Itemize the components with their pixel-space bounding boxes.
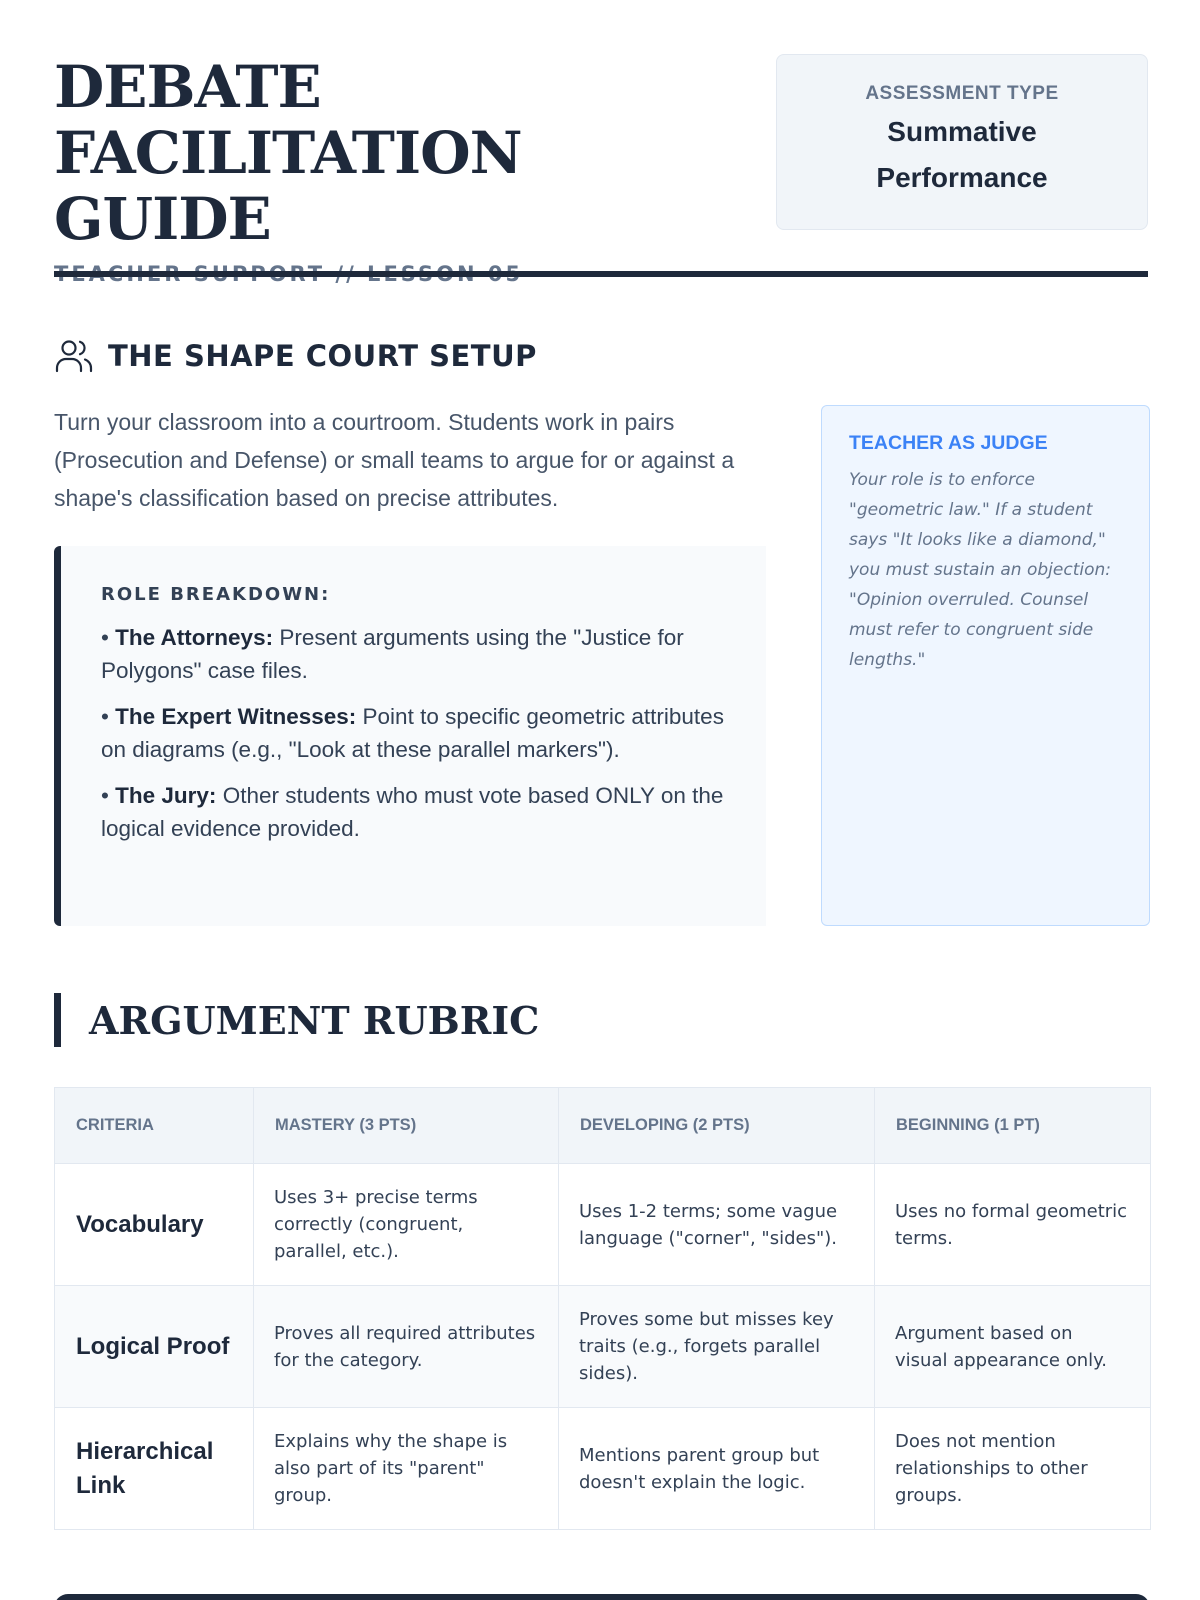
column-header: DEVELOPING (2 PTS)	[559, 1088, 875, 1164]
teacher-as-judge-callout	[821, 405, 1150, 926]
page-title: DEBATE FACILITATION GUIDE	[54, 53, 522, 253]
table-row	[55, 1286, 1151, 1408]
assessment-type-value-line1: Summative	[887, 116, 1037, 147]
setup-section-title: THE SHAPE COURT SETUP	[108, 339, 537, 373]
mastery-cell: Explains why the shape is also part of its "parent" group.	[254, 1408, 559, 1530]
rubric-section-heading	[54, 993, 539, 1047]
table-row	[55, 1164, 1151, 1286]
column-header: BEGINNING (1 PT)	[875, 1088, 1151, 1164]
table-row	[55, 1408, 1151, 1530]
setup-intro-text: Turn your classroom into a courtroom. Students work in pairs (Prosecution and Defense) or small teams to argue for or against a shape's classification based on precise attributes.	[54, 409, 735, 511]
rubric-title: ARGUMENT RUBRIC	[89, 997, 540, 1043]
developing-cell: Mentions parent group but doesn't explain the logic.	[559, 1408, 875, 1530]
role-breakdown-card	[54, 546, 766, 926]
beginning-cell: Does not mention relationships to other groups.	[875, 1408, 1151, 1530]
judge-callout-text: Your role is to enforce "geometric law." If a student says "It looks like a diamond," you must sustain an objection: "Opinion overruled. Counsel must refer to congruent side lengths."	[849, 470, 1111, 670]
header-divider	[54, 271, 1148, 277]
role-name: The Jury:	[115, 783, 217, 808]
role-item: • The Jury: Other students who must vote based ONLY on the logical evidence provided.	[101, 783, 724, 841]
role-breakdown-label: ROLE BREAKDOWN:	[101, 584, 331, 605]
assessment-type-label: ASSESSMENT TYPE	[865, 83, 1059, 104]
argument-rubric-table	[54, 1087, 1151, 1530]
column-header: CRITERIA	[55, 1088, 254, 1164]
criteria-cell: Vocabulary	[55, 1164, 254, 1286]
judge-callout-title: TEACHER AS JUDGE	[849, 432, 1048, 454]
beginning-cell: Uses no formal geometric terms.	[875, 1164, 1151, 1286]
beginning-cell: Argument based on visual appearance only.	[875, 1286, 1151, 1408]
criteria-cell: Hierarchical Link	[55, 1408, 254, 1530]
assessment-type-value-line2: Performance	[876, 162, 1048, 193]
mastery-cell: Proves all required attributes for the category.	[254, 1286, 559, 1408]
role-description: Other students who must vote based ONLY on the logical evidence provided.	[101, 783, 724, 841]
role-item: • The Attorneys: Present arguments using the "Justice for Polygons" case files.	[101, 625, 684, 683]
role-item: • The Expert Witnesses: Point to specific geometric attributes on diagrams (e.g., "Look at these parallel markers").	[101, 704, 724, 762]
role-description: Point to specific geometric attributes on diagrams (e.g., "Look at these parallel markers").	[101, 704, 724, 762]
role-description: Present arguments using the "Justice for Polygons" case files.	[101, 625, 684, 683]
role-name: The Expert Witnesses:	[115, 704, 357, 729]
table-header-row	[55, 1088, 1151, 1164]
mastery-cell: Uses 3+ precise terms correctly (congruent, parallel, etc.).	[254, 1164, 559, 1286]
users-icon	[54, 336, 94, 376]
header	[54, 54, 1148, 280]
footer-banner-edge	[54, 1594, 1150, 1600]
setup-section-heading	[54, 336, 537, 376]
developing-cell: Proves some but misses key traits (e.g., forgets parallel sides).	[559, 1286, 875, 1408]
developing-cell: Uses 1-2 terms; some vague language ("corner", "sides").	[559, 1164, 875, 1286]
role-name: The Attorneys:	[115, 625, 274, 650]
column-header: MASTERY (3 PTS)	[254, 1088, 559, 1164]
criteria-cell: Logical Proof	[55, 1286, 254, 1408]
assessment-type-card	[776, 54, 1148, 230]
